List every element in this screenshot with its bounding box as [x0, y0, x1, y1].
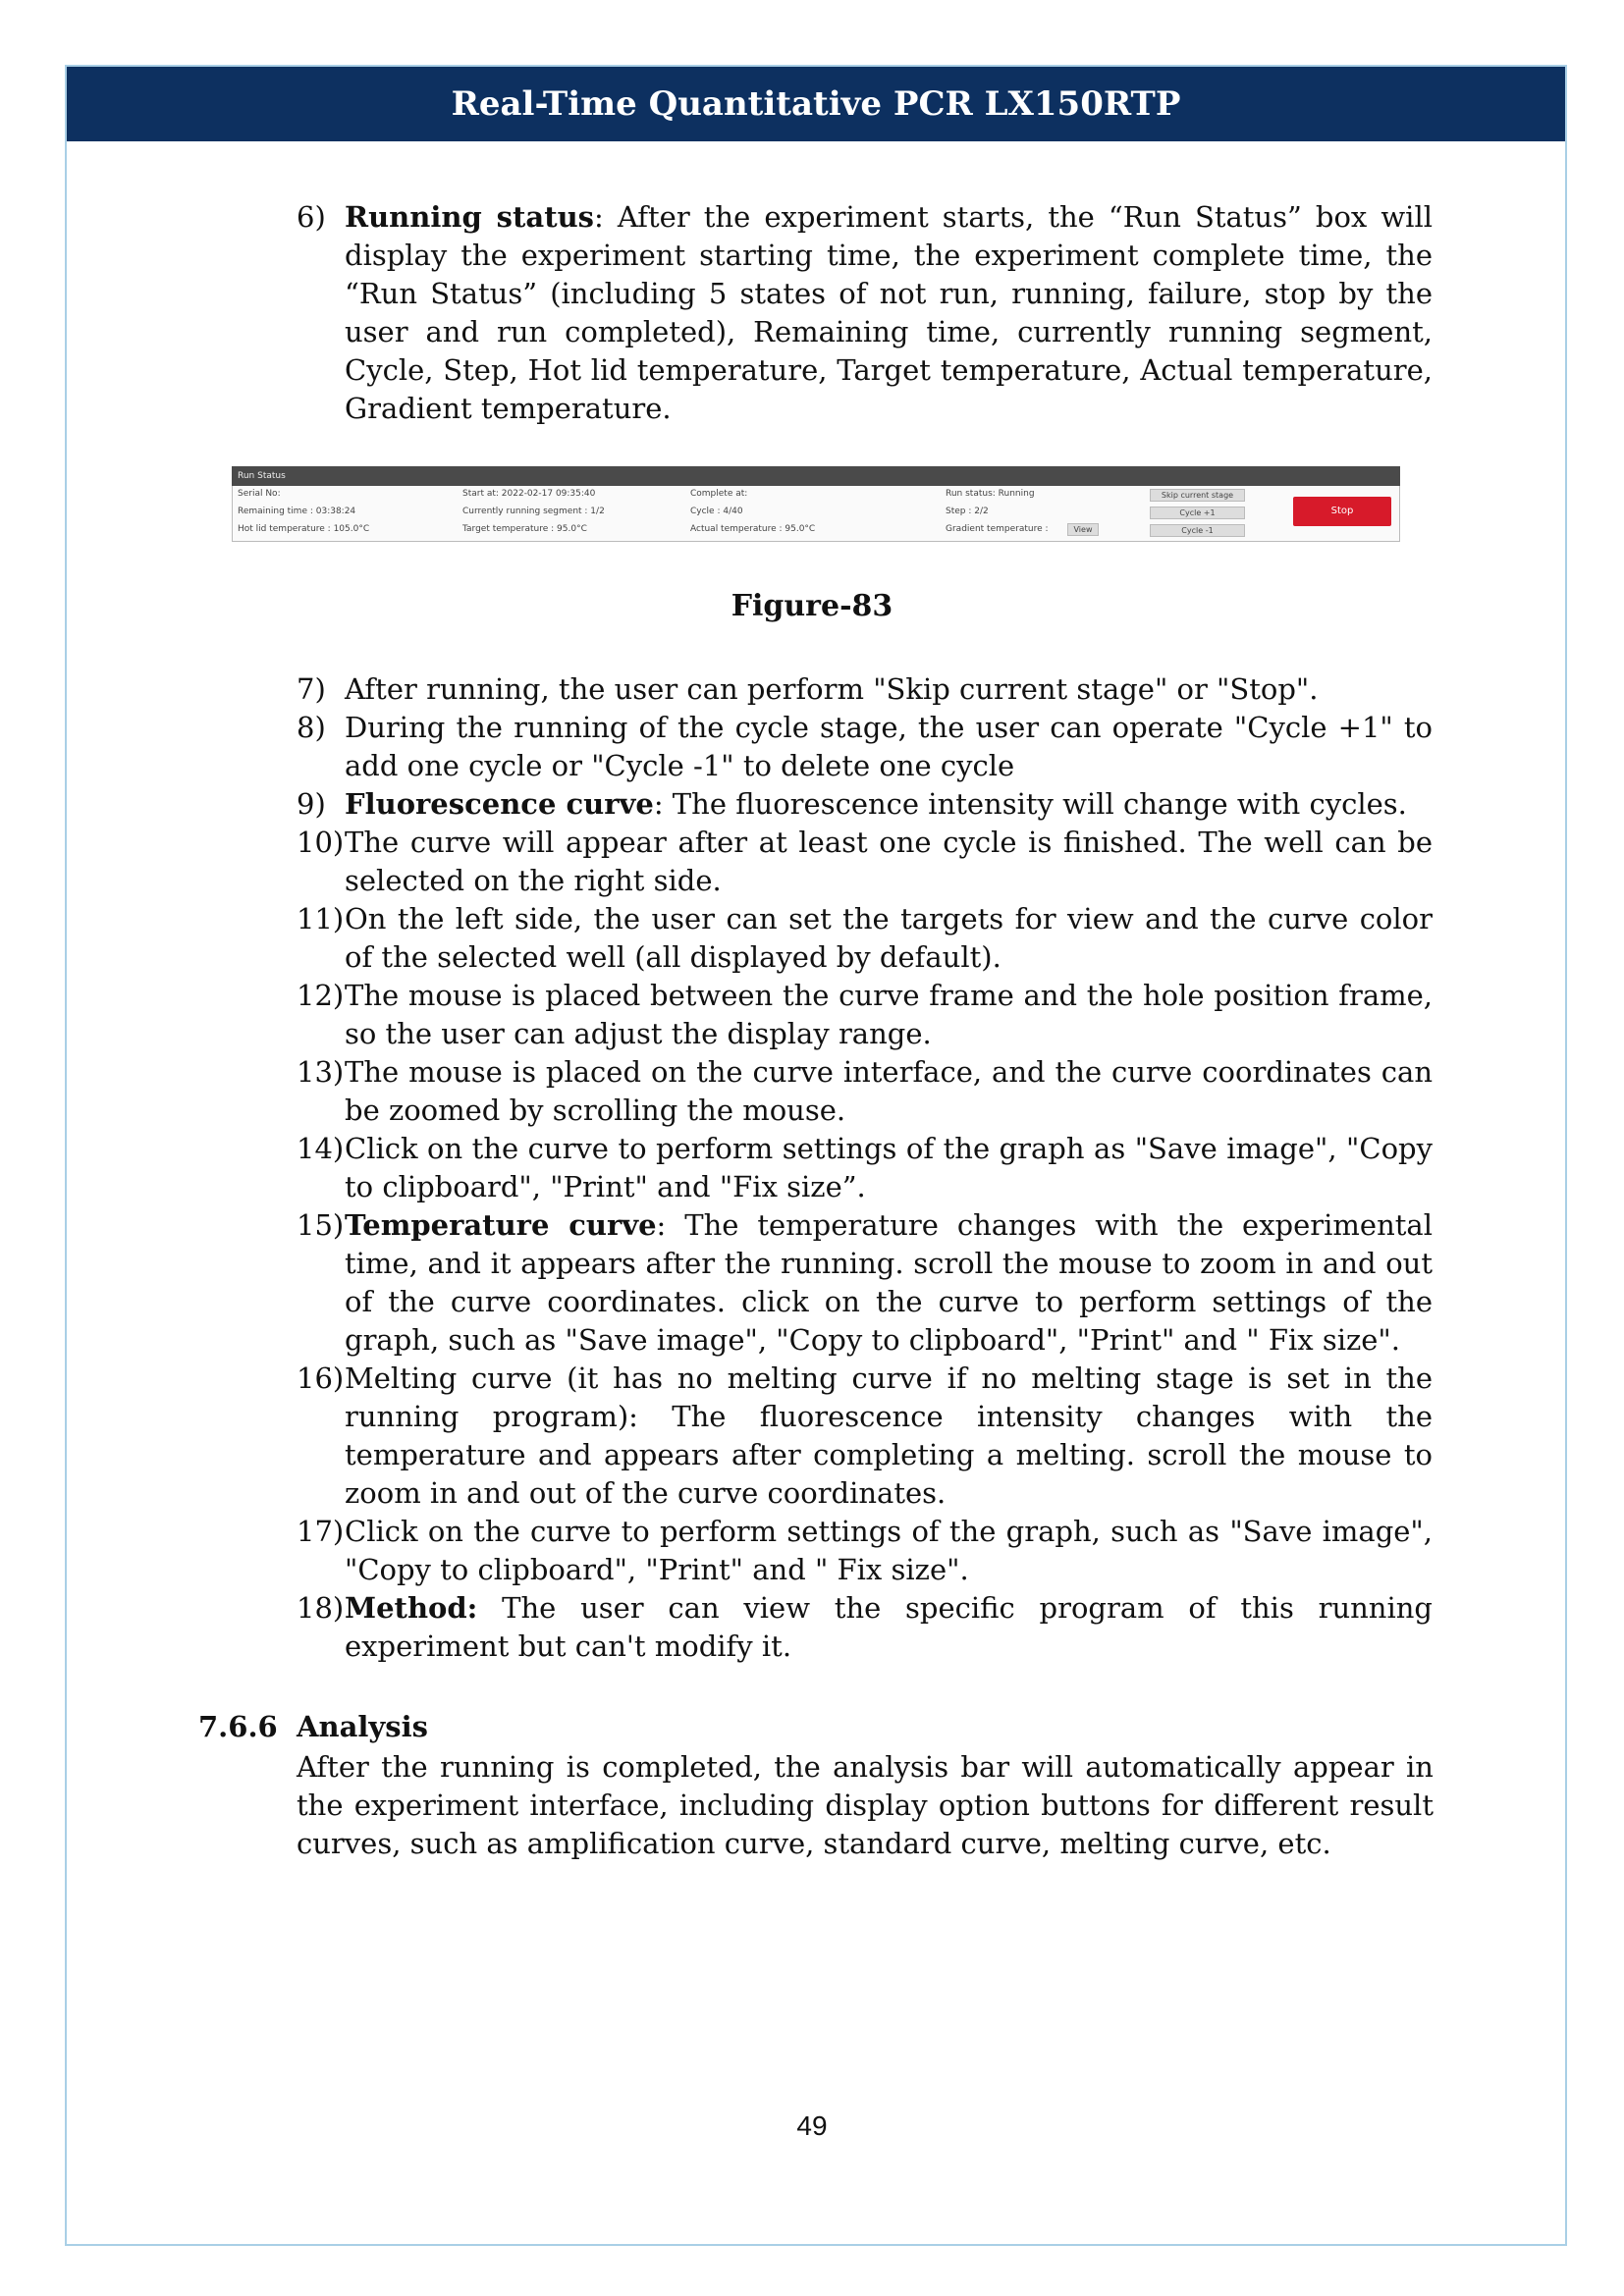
- item-bold: Method:: [345, 1591, 478, 1625]
- item-body: The user can view the specific program of this running experiment but can't modify it.: [345, 1591, 1433, 1663]
- hot-lid-temp: Hot lid temperature : 105.0°C: [238, 524, 370, 534]
- item-body: Click on the curve to perform settings of the graph as "Save image", "Copy to clipboard", "Print" and "Fix size”.: [345, 1132, 1433, 1203]
- item-number: 11): [297, 902, 345, 935]
- item-text: [345, 1206, 1433, 1360]
- item-text: [345, 1360, 1433, 1513]
- item-bold: Temperature curve: [345, 1208, 657, 1242]
- item-number: 15): [297, 1208, 345, 1242]
- list-item: [297, 1206, 1433, 1360]
- item-text: [345, 709, 1433, 785]
- item-body: Melting curve (it has no melting curve if no melting stage is set in the running program): The fluorescence intensity changes with the temperature and appears after completing a melting. scroll the mouse to zoom in and out of the curve coordinates.: [345, 1362, 1433, 1510]
- serial-label: Serial No:: [238, 489, 281, 499]
- item-body: The curve will appear after at least one cycle is finished. The well can be selected on the right side.: [345, 826, 1433, 897]
- skip-stage-button[interactable]: Skip current stage: [1150, 489, 1245, 502]
- section-number: 7.6.6: [198, 1710, 278, 1743]
- item-number: 18): [297, 1591, 345, 1625]
- item-text: [345, 670, 1433, 709]
- list-item: [297, 824, 1433, 900]
- gradient-temp: Gradient temperature :: [946, 524, 1049, 534]
- item-number: 8): [297, 711, 326, 744]
- list-item: [297, 977, 1433, 1053]
- item-text: [345, 1589, 1433, 1666]
- list-item: [297, 1053, 1433, 1130]
- item-body: Click on the curve to perform settings of the graph, such as "Save image", "Copy to clipboard", "Print" and " Fix size".: [345, 1515, 1433, 1586]
- list-item: [297, 1130, 1433, 1206]
- item-text: [345, 977, 1433, 1053]
- item-bold: Running status: [345, 200, 595, 234]
- run-status-text: Run status: Running: [946, 489, 1035, 499]
- item-text: [345, 900, 1433, 977]
- item-text: [345, 1513, 1433, 1589]
- list-item: [297, 900, 1433, 977]
- stop-button[interactable]: Stop: [1293, 497, 1391, 526]
- actual-temp: Actual temperature : 95.0°C: [690, 524, 816, 534]
- item-text: [345, 1053, 1433, 1130]
- item-number: 12): [297, 979, 345, 1012]
- page-number: 49: [796, 2110, 828, 2141]
- gradient-view-button[interactable]: View: [1067, 523, 1099, 536]
- list-item: [297, 709, 1433, 785]
- item-body: On the left side, the user can set the targets for view and the curve color of the selected well (all displayed by default).: [345, 902, 1433, 974]
- list-item: [297, 1513, 1433, 1589]
- item-number: 14): [297, 1132, 345, 1165]
- item-body: The mouse is placed on the curve interface, and the curve coordinates can be zoomed by scrolling the mouse.: [345, 1055, 1433, 1127]
- item-text: [345, 1130, 1433, 1206]
- list-item: [297, 1589, 1433, 1666]
- start-time: Start at: 2022-02-17 09:35:40: [462, 489, 596, 499]
- item-number: 10): [297, 826, 345, 859]
- list-item: [297, 785, 1433, 824]
- run-status-figure: [232, 466, 1400, 551]
- item-body: During the running of the cycle stage, the user can operate "Cycle +1" to add one cycle or "Cycle -1" to delete one cycle: [345, 711, 1433, 782]
- running-segment: Currently running segment : 1/2: [462, 507, 605, 516]
- item-number: 7): [297, 672, 326, 706]
- item-body: The mouse is placed between the curve frame and the hole position frame, so the user can adjust the display range.: [345, 979, 1433, 1050]
- list-item-6: [297, 198, 1433, 428]
- cycle-plus-button[interactable]: Cycle +1: [1150, 507, 1245, 519]
- item-number: 9): [297, 787, 326, 821]
- run-status-body: [232, 486, 1400, 542]
- item-number: 6): [297, 200, 326, 234]
- item-number: 13): [297, 1055, 345, 1089]
- item-number: 17): [297, 1515, 345, 1548]
- section-title: Analysis: [297, 1710, 428, 1743]
- item-text: [345, 824, 1433, 900]
- item-text: [345, 785, 1433, 824]
- target-temp: Target temperature : 95.0°C: [462, 524, 587, 534]
- list-item: [297, 670, 1433, 709]
- figure-caption: Figure-83: [731, 589, 893, 623]
- item-body: : After the experiment starts, the “Run Status” box will display the experiment starting time, the experiment complete time, the “Run Status” (including 5 states of not run, running, failure, stop by the user and run completed), Remaining time, currently running segment, Cycle, Step, Hot lid temperature, Target temperature, Actual temperature, Gradient temperature.: [345, 200, 1433, 425]
- item-number: 16): [297, 1362, 345, 1395]
- remaining-time: Remaining time : 03:38:24: [238, 507, 356, 516]
- item-body: : The temperature changes with the experimental time, and it appears after the running. scroll the mouse to zoom in and out of the curve coordinates. click on the curve to perform settings of the graph, such as "Save image", "Copy to clipboard", "Print" and " Fix size".: [345, 1208, 1433, 1357]
- page-header: Real-Time Quantitative PCR LX150RTP: [67, 67, 1565, 141]
- item-body: : The fluorescence intensity will change with cycles.: [653, 787, 1407, 821]
- complete-time: Complete at:: [690, 489, 748, 499]
- item-body: After running, the user can perform "Skip current stage" or "Stop".: [345, 672, 1319, 706]
- cycle-count: Cycle : 4/40: [690, 507, 743, 516]
- run-status-bar: Run Status: [232, 466, 1400, 486]
- list-item: [297, 1360, 1433, 1513]
- item-bold: Fluorescence curve: [345, 787, 654, 821]
- item-text: [345, 198, 1433, 428]
- step-count: Step : 2/2: [946, 507, 989, 516]
- section-body: After the running is completed, the analysis bar will automatically appear in the experiment interface, including display option buttons for different result curves, such as amplification curve, standard curve, melting curve, etc.: [297, 1750, 1434, 1860]
- cycle-minus-button[interactable]: Cycle -1: [1150, 524, 1245, 537]
